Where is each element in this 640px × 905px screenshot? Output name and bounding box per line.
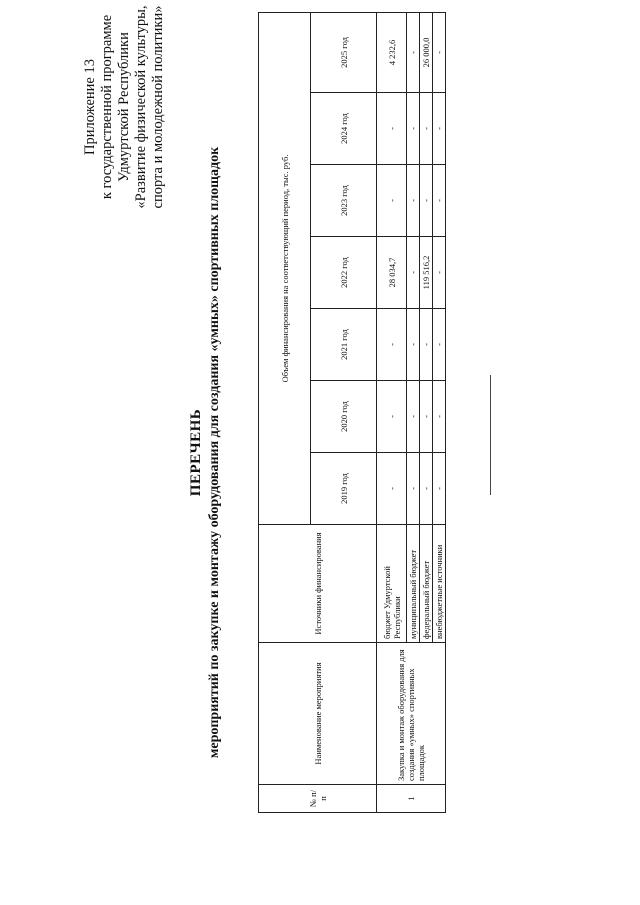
value-cell: 28 034,7 [377,237,407,309]
value-cell: - [420,381,433,453]
value-cell: - [433,237,446,309]
value-cell: 26 000,0 [420,12,433,92]
header-event-name: Наименование мероприятия [259,643,377,785]
header-year: 2024 год [311,93,377,165]
value-cell: - [433,309,446,381]
header-volume: Объем финансирования на соответствующий период, тыс. руб. [259,12,311,524]
value-cell: - [407,381,420,453]
header-num: № п/п [259,785,377,813]
financing-table [258,12,446,813]
value-cell: - [433,453,446,525]
value-cell: - [420,453,433,525]
value-cell: - [420,93,433,165]
appendix-line: спорта и молодежной политики» [150,5,166,209]
event-name: Закупка и монтаж оборудования для создания «умных» спортивных площадок [377,643,446,785]
value-cell: - [407,165,420,237]
header-source: Источники финансирования [259,525,377,643]
appendix-note [82,0,167,222]
value-cell: - [377,453,407,525]
source-cell: внебюджетные источники [433,525,446,643]
value-cell: - [407,12,420,92]
signature-line [490,375,491,495]
source-cell: бюджет Удмуртской Республики [377,525,407,643]
value-cell: - [433,381,446,453]
value-cell: - [407,237,420,309]
value-cell: - [407,309,420,381]
appendix-line: Удмуртской Республики [116,32,132,182]
header-year: 2025 год [311,12,377,92]
document-title [187,0,224,905]
value-cell: 4 232,6 [377,12,407,92]
header-year: 2020 год [311,381,377,453]
value-cell: - [433,165,446,237]
source-cell: муниципальный бюджет [407,525,420,643]
title-subtitle: мероприятий по закупке и монтажу оборудования для создания «умных» спортивных площадок [207,146,222,759]
value-cell: - [407,453,420,525]
value-cell: - [420,309,433,381]
source-cell: федеральный бюджет [420,525,433,643]
event-num: 1 [377,785,446,813]
value-cell: - [377,381,407,453]
header-year: 2021 год [311,309,377,381]
title-main: ПЕРЕЧЕНЬ [188,408,204,497]
table-row [377,12,407,812]
value-cell: - [377,165,407,237]
value-cell: - [433,93,446,165]
table-header-row [259,12,311,812]
appendix-line: Приложение 13 [82,59,98,155]
value-cell: - [433,12,446,92]
value-cell: 119 516,2 [420,237,433,309]
value-cell: - [407,93,420,165]
value-cell: - [377,309,407,381]
header-year: 2019 год [311,453,377,525]
appendix-line: «Развитие физической культуры, [133,5,149,209]
header-year: 2022 год [311,237,377,309]
value-cell: - [420,165,433,237]
appendix-line: к государственной программе [99,14,115,200]
header-year: 2023 год [311,165,377,237]
value-cell: - [377,93,407,165]
